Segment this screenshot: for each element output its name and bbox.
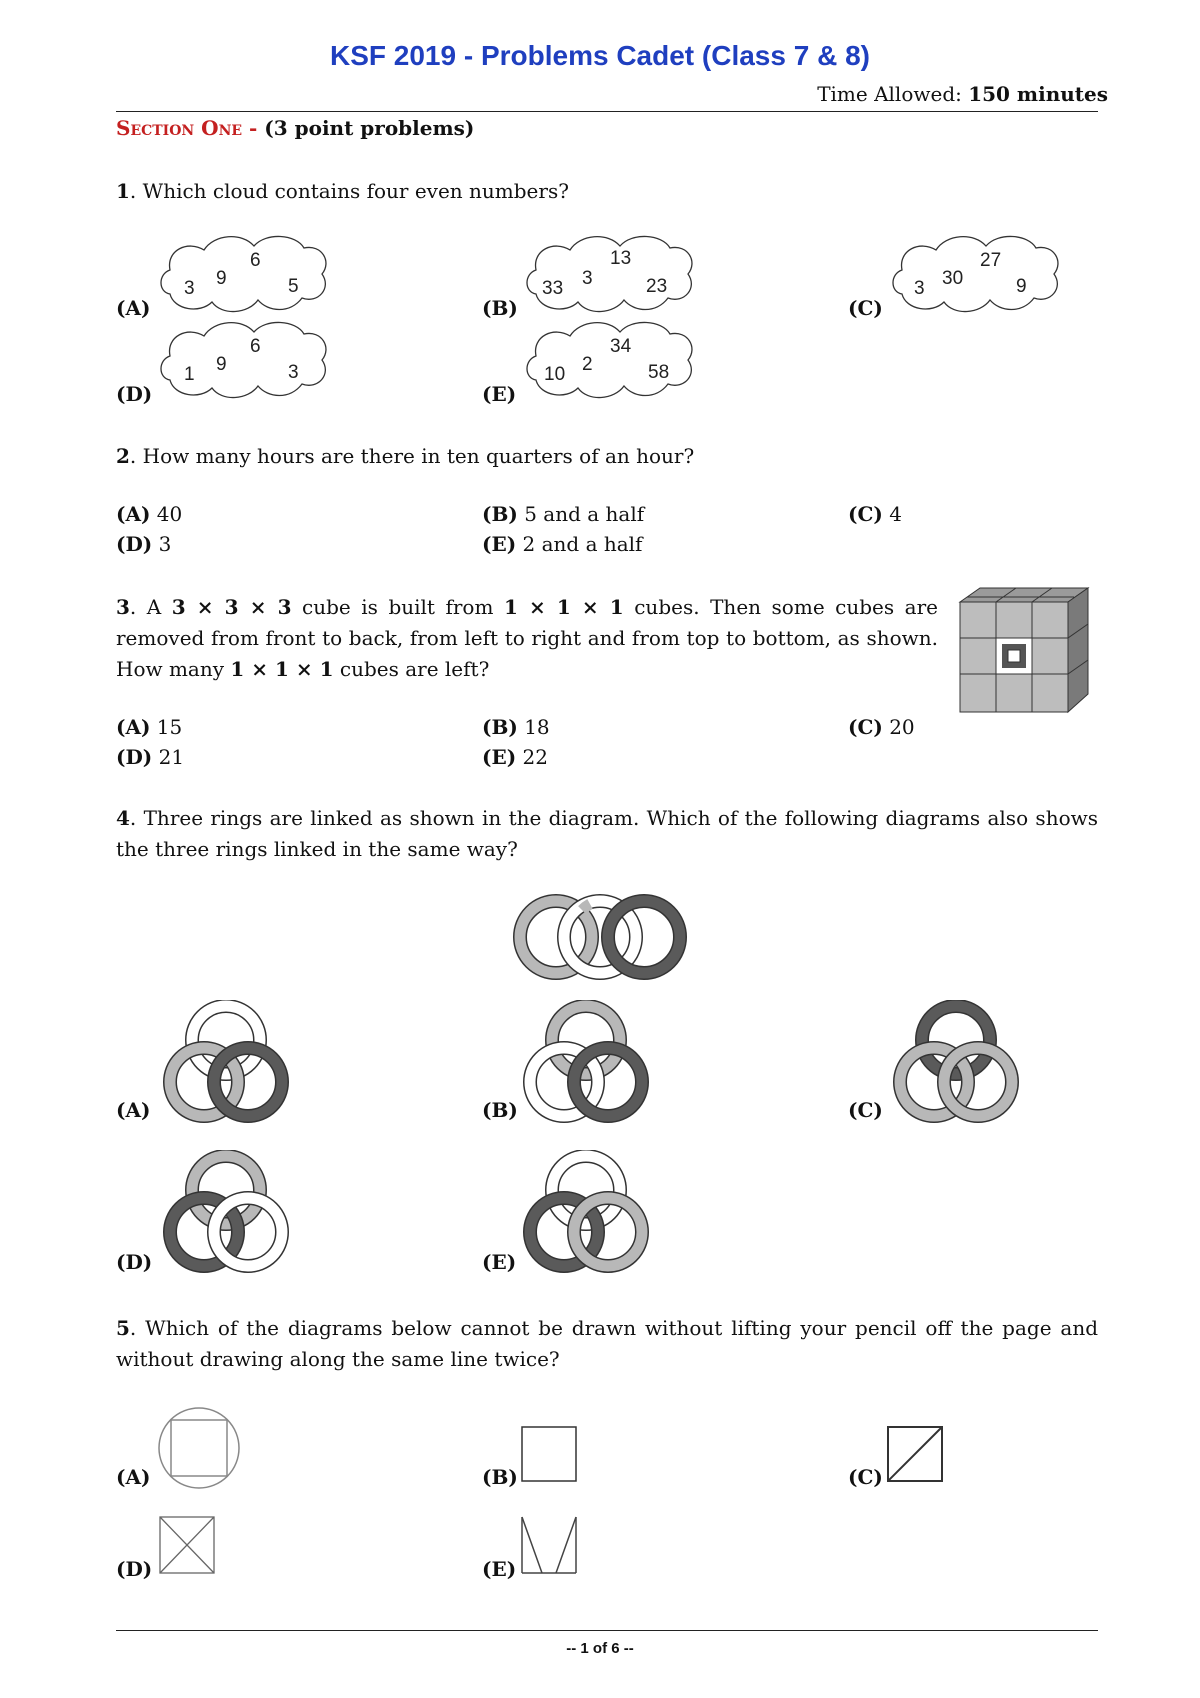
question-2-number: 2 xyxy=(116,444,130,468)
q1-cloud-e xyxy=(522,318,697,406)
cloud-number: 3 xyxy=(914,278,925,299)
q5-option-d-label: (D) xyxy=(116,1557,153,1581)
cloud-number: 30 xyxy=(942,268,964,289)
cloud-number: 2 xyxy=(582,354,593,375)
cloud-number: 13 xyxy=(610,248,632,269)
q1-cloud-b xyxy=(522,232,697,320)
cloud-number: 3 xyxy=(184,278,195,299)
section-name: Section One - xyxy=(116,116,265,140)
q4-rings-a xyxy=(156,1000,296,1134)
cloud-number: 33 xyxy=(542,278,564,299)
page-title: KSF 2019 - Problems Cadet (Class 7 & 8) xyxy=(330,40,870,71)
q3-option-e: (E) 22 xyxy=(482,745,548,769)
q3-option-d: (D) 21 xyxy=(116,745,185,769)
q4-option-e-label: (E) xyxy=(482,1250,517,1274)
rings-reference-figure xyxy=(510,892,690,986)
q1-cloud-a xyxy=(156,232,331,320)
q4-option-a-label: (A) xyxy=(116,1098,151,1122)
cloud-number: 9 xyxy=(216,268,227,289)
cloud-icon xyxy=(888,232,1063,316)
cloud-number: 6 xyxy=(250,250,261,271)
q5-figure-b xyxy=(520,1425,580,1489)
question-5-number: 5 xyxy=(116,1316,130,1340)
q3-option-a: (A) 15 xyxy=(116,715,183,739)
question-4-number: 4 xyxy=(116,806,130,830)
cloud-icon xyxy=(156,318,331,402)
cloud-number: 34 xyxy=(610,336,632,357)
q4-rings-c xyxy=(886,1000,1026,1134)
cloud-number: 23 xyxy=(646,276,668,297)
question-5-text: . Which of the diagrams below cannot be drawn without lifting your pencil off the page and without drawing along the same line twice? xyxy=(116,1316,1098,1371)
cloud-number: 3 xyxy=(582,268,593,289)
q5-option-e-label: (E) xyxy=(482,1557,517,1581)
q2-option-e: (E) 2 and a half xyxy=(482,532,643,556)
q5-figure-c xyxy=(886,1425,946,1489)
question-1-text: . Which cloud contains four even numbers? xyxy=(129,179,569,203)
q1-option-d-label: (D) xyxy=(116,382,153,406)
cloud-number: 10 xyxy=(544,364,566,385)
q4-rings-b xyxy=(516,1000,656,1134)
cloud-number: 5 xyxy=(288,276,299,297)
q5-figure-e xyxy=(520,1515,580,1581)
q3-option-c: (C) 20 xyxy=(848,715,915,739)
question-3: 3. A 3 × 3 × 3 cube is built from 1 × 1 × 1 cubes. Then some cubes are removed from front to back, from left to right and from top to bottom, as shown. How many 1 × 1 × 1 cubes are left? xyxy=(116,595,938,681)
question-3-number: 3 xyxy=(116,595,130,619)
q5-option-b-label: (B) xyxy=(482,1465,518,1489)
q5-figure-a xyxy=(156,1405,242,1495)
cloud-icon xyxy=(156,232,331,316)
question-4 xyxy=(116,803,1098,865)
question-2 xyxy=(116,441,1098,472)
cloud-number: 9 xyxy=(1016,276,1027,297)
q1-option-e-label: (E) xyxy=(482,382,517,406)
question-1 xyxy=(116,176,1098,207)
section-points: (3 point problems) xyxy=(264,116,475,140)
q4-option-c-label: (C) xyxy=(848,1098,883,1122)
time-allowed xyxy=(817,82,1108,106)
q1-option-a-label: (A) xyxy=(116,296,151,320)
cloud-number: 3 xyxy=(288,362,299,383)
question-5 xyxy=(116,1313,1098,1375)
q1-option-b-label: (B) xyxy=(482,296,518,320)
cloud-number: 58 xyxy=(648,362,670,383)
q5-option-c-label: (C) xyxy=(848,1465,883,1489)
q4-rings-e xyxy=(516,1150,656,1284)
cube-figure xyxy=(952,584,1092,728)
question-1-number: 1 xyxy=(116,179,130,203)
q2-option-c: (C) 4 xyxy=(848,502,902,526)
cloud-icon xyxy=(522,318,697,402)
q2-option-a: (A) 40 xyxy=(116,502,183,526)
q1-cloud-d xyxy=(156,318,331,406)
footer-divider xyxy=(116,1630,1098,1631)
page-number: -- 1 of 6 -- xyxy=(566,1640,634,1657)
q4-option-d-label: (D) xyxy=(116,1250,153,1274)
q5-option-a-label: (A) xyxy=(116,1465,151,1489)
q3-option-b: (B) 18 xyxy=(482,715,550,739)
q4-rings-d xyxy=(156,1150,296,1284)
cloud-number: 9 xyxy=(216,354,227,375)
cloud-number: 27 xyxy=(980,250,1002,271)
cloud-number: 6 xyxy=(250,336,261,357)
cloud-number: 1 xyxy=(184,364,195,385)
q4-option-b-label: (B) xyxy=(482,1098,518,1122)
time-label: Time Allowed: xyxy=(817,82,969,106)
question-2-text: . How many hours are there in ten quarters of an hour? xyxy=(129,444,695,468)
q1-cloud-c xyxy=(888,232,1063,320)
q1-option-c-label: (C) xyxy=(848,296,883,320)
section-heading xyxy=(116,116,474,140)
q5-figure-d xyxy=(158,1515,218,1581)
question-4-text: . Three rings are linked as shown in the diagram. Which of the following diagrams also shows the three rings linked in the same way? xyxy=(116,806,1098,861)
cloud-icon xyxy=(522,232,697,316)
time-value: 150 minutes xyxy=(968,82,1108,106)
q2-option-b: (B) 5 and a half xyxy=(482,502,645,526)
q2-option-d: (D) 3 xyxy=(116,532,172,556)
header-divider xyxy=(116,111,1098,112)
